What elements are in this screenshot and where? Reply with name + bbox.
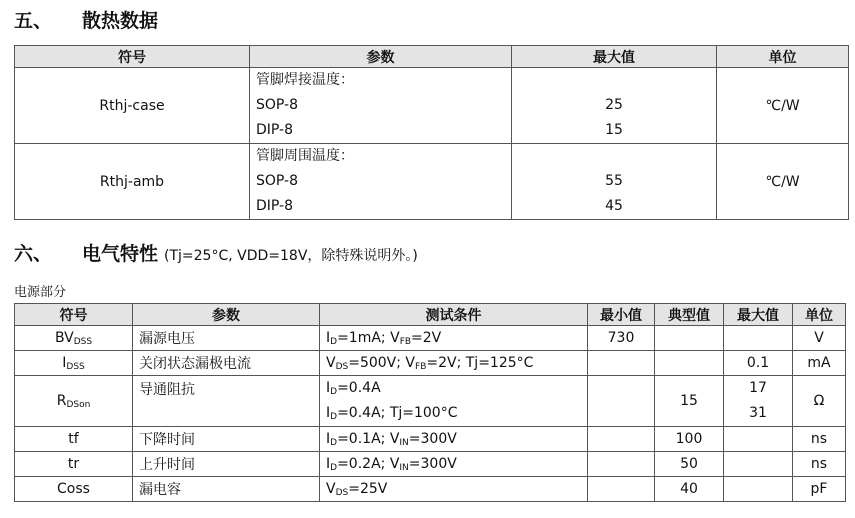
typ-cell: 50	[655, 452, 724, 477]
symbol-cell: tr	[15, 452, 133, 477]
thermal-data-table	[14, 45, 849, 220]
parameter-line: DIP-8	[256, 122, 294, 138]
parameter-cell: 漏电容	[133, 477, 320, 502]
min-cell: 730	[588, 326, 655, 351]
table-row	[15, 326, 846, 351]
electrical-characteristics-table	[14, 303, 846, 502]
max-cell	[724, 477, 793, 502]
max-line: 31	[749, 405, 767, 421]
value-line: 15	[605, 122, 623, 138]
header-max: 最大值	[724, 304, 793, 326]
typ-cell: 100	[655, 427, 724, 452]
unit-cell: ℃/W	[717, 144, 849, 220]
max-line: 17	[749, 380, 767, 396]
header-unit: 单位	[717, 46, 849, 68]
value-line: 45	[605, 198, 623, 214]
header-min: 最小值	[588, 304, 655, 326]
value-line: 55	[605, 173, 623, 189]
section-6-note: (Tj=25°C, VDD=18V，除特殊说明外。)	[164, 248, 418, 264]
max-cell	[724, 326, 793, 351]
parameter-line: SOP-8	[256, 97, 298, 113]
value-cell	[512, 144, 717, 220]
parameter-line: SOP-8	[256, 173, 298, 189]
max-cell	[724, 376, 793, 427]
unit-cell: Ω	[793, 376, 846, 427]
min-cell	[588, 376, 655, 427]
condition-line: $I_D=0.4A$	[326, 380, 381, 397]
symbol-cell: $BV_{DSS}$	[15, 326, 133, 351]
typ-cell: 40	[655, 477, 724, 502]
parameter-cell: 关闭状态漏极电流	[133, 351, 320, 376]
condition-cell: $V_{DS}=500V$; $V_{FB}=2V$; Tj=125°C	[320, 351, 588, 376]
max-cell: 0.1	[724, 351, 793, 376]
parameter-cell: 漏源电压	[133, 326, 320, 351]
symbol-cell: Coss	[15, 477, 133, 502]
parameter-heading: 管脚焊接温度：	[256, 72, 354, 88]
subsection-title: 电源部分	[14, 285, 67, 300]
typ-cell: 15	[655, 376, 724, 427]
min-cell	[588, 477, 655, 502]
max-cell	[724, 427, 793, 452]
min-cell	[588, 351, 655, 376]
table-row	[15, 376, 846, 427]
value-line: 25	[605, 97, 623, 113]
value-cell	[512, 68, 717, 144]
section-6-heading	[14, 239, 418, 266]
parameter-cell: 下降时间	[133, 427, 320, 452]
parameter-cell	[250, 68, 512, 144]
section-5-number: 五、	[14, 10, 53, 32]
parameter-heading: 管脚周围温度：	[256, 148, 354, 164]
table-row	[15, 68, 849, 144]
section-6-title: 电气特性	[82, 243, 159, 265]
typ-cell	[655, 326, 724, 351]
symbol-cell: $R_{DSon}$	[15, 376, 133, 427]
table-row	[15, 144, 849, 220]
table-row	[15, 351, 846, 376]
typ-cell	[655, 351, 724, 376]
header-unit: 单位	[793, 304, 846, 326]
header-parameter: 参数	[250, 46, 512, 68]
parameter-cell: 导通阻抗	[133, 376, 320, 427]
unit-cell: pF	[793, 477, 846, 502]
header-max-value: 最大值	[512, 46, 717, 68]
condition-cell	[320, 376, 588, 427]
condition-cell: $V_{DS}=25V$	[320, 477, 588, 502]
parameter-cell	[250, 144, 512, 220]
parameter-cell: 上升时间	[133, 452, 320, 477]
header-parameter: 参数	[133, 304, 320, 326]
symbol-cell: tf	[15, 427, 133, 452]
condition-cell: $I_D=0.1A$; $V_{IN}=300V$	[320, 427, 588, 452]
unit-cell: ns	[793, 452, 846, 477]
condition-cell: $I_D=1mA$; $V_{FB}=2V$	[320, 326, 588, 351]
header-symbol: 符号	[15, 46, 250, 68]
table-row	[15, 452, 846, 477]
section-5-heading	[14, 6, 158, 33]
parameter-line: DIP-8	[256, 198, 294, 214]
table-header-row	[15, 46, 849, 68]
table-row	[15, 427, 846, 452]
symbol-cell: $I_{DSS}$	[15, 351, 133, 376]
unit-cell: ns	[793, 427, 846, 452]
table-header-row	[15, 304, 846, 326]
section-6-number: 六、	[14, 243, 53, 265]
condition-line: $I_D=0.4A$; Tj=100°C	[326, 405, 458, 422]
min-cell	[588, 452, 655, 477]
max-cell	[724, 452, 793, 477]
header-test-condition: 测试条件	[320, 304, 588, 326]
section-5-title: 散热数据	[82, 10, 159, 32]
min-cell	[588, 427, 655, 452]
unit-cell: mA	[793, 351, 846, 376]
condition-cell: $I_D=0.2A$; $V_{IN}=300V$	[320, 452, 588, 477]
symbol-cell: Rthj-case	[15, 68, 250, 144]
unit-cell: V	[793, 326, 846, 351]
table-row	[15, 477, 846, 502]
symbol-cell: Rthj-amb	[15, 144, 250, 220]
unit-cell: ℃/W	[717, 68, 849, 144]
header-symbol: 符号	[15, 304, 133, 326]
header-typ: 典型值	[655, 304, 724, 326]
